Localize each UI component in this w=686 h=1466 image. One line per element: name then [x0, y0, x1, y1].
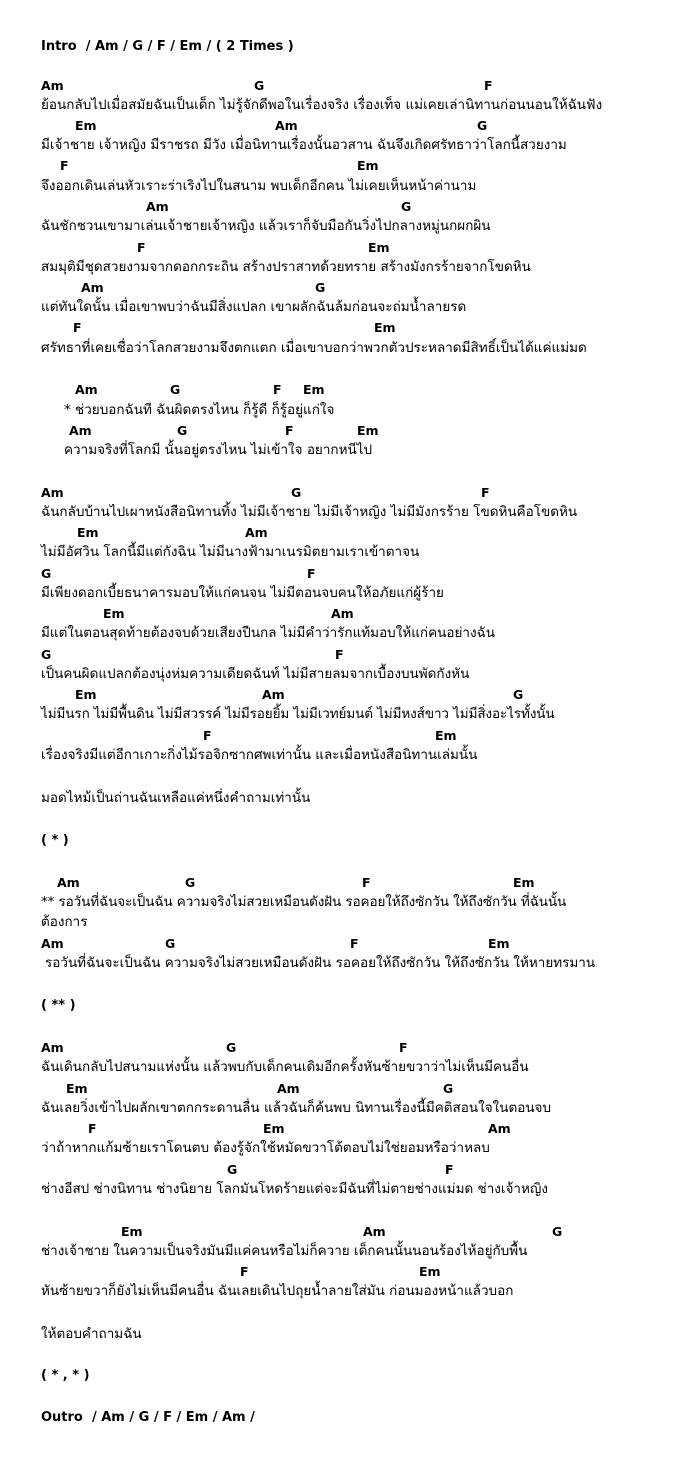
- lyric-line: ย้อนกลับไปเมื่อสมัยฉันเป็นเด็ก ไม่รู้จักดีพอในเรื่องจริง เรื่องเท็จ แม่เคยเล่านิทานก่อนนอนให้ฉันฟัง: [41, 97, 603, 113]
- lyric-line: มีเจ้าชาย เจ้าหญิง มีราชรถ มีวัง เมื่อนิทานเรื่องนั้นอวสาน ฉันจึงเกิดศรัทธาว่าโลกนี้สวยงาม: [41, 137, 567, 153]
- chord: F: [481, 485, 490, 500]
- chord: Am: [146, 199, 169, 214]
- chord: Em: [435, 728, 457, 743]
- chord: Em: [103, 606, 125, 621]
- chord: F: [273, 382, 282, 397]
- chord: F: [335, 647, 344, 662]
- chord: F: [240, 1264, 249, 1279]
- chord: Em: [263, 1121, 285, 1136]
- chord: G: [185, 875, 196, 890]
- lyric-line: มีแต่ในตอนสุดท้ายต้องจบด้วยเสียงปืนกล ไม่มีคำว่ารักแท้มอบให้แก่คนอย่างฉัน: [41, 625, 495, 641]
- chord: G: [254, 78, 265, 93]
- chord: Am: [262, 687, 285, 702]
- chord: Em: [75, 118, 97, 133]
- intro-line: [41, 39, 294, 55]
- chord: G: [41, 566, 52, 581]
- lyric-line: จึงออกเดินเล่นหัวเราะร่าเริงไปในสนาม พบเด็กอีกคน ไม่เคยเห็นหน้าค่านาม: [41, 178, 477, 194]
- lyric-line: ไม่มีนรก ไม่มีพื้นดิน ไม่มีสวรรค์ ไม่มีรอยยิ้ม ไม่มีเวทย์มนต์ ไม่มีหงส์ขาว ไม่มีสิ่งอะไรทั้งนั้น: [41, 706, 555, 722]
- chord: Em: [357, 158, 379, 173]
- chord: Em: [66, 1081, 88, 1096]
- chord: G: [226, 1040, 237, 1055]
- chord: Em: [357, 423, 379, 438]
- lyric-line: ความจริงที่โลกมี นั้นอยู่ตรงไหน ไม่เข้าใจ อยากหนีไป: [64, 442, 373, 458]
- repeat-chorus-marker: ( * ): [41, 833, 69, 848]
- lyric-line: ช่างอีสป ช่างนิทาน ช่างนิยาย โลกมันโหดร้ายแต่จะมีฉันที่ไม่ตายช่างแม่มด ช่างเจ้าหญิง: [41, 1181, 548, 1197]
- chord: Em: [121, 1224, 143, 1239]
- outro-label: Outro: [41, 1410, 83, 1425]
- chord: F: [88, 1121, 97, 1136]
- chord: G: [443, 1081, 454, 1096]
- chord: Em: [374, 320, 396, 335]
- chord: G: [165, 936, 176, 951]
- chord: Am: [41, 936, 64, 951]
- lyric-line: ฉันชักชวนเขามาเล่นเจ้าชายเจ้าหญิง แล้วเราก็จับมือกันวิ่งไปกลางหมู่นกผกผิน: [41, 218, 491, 234]
- chord: Am: [41, 485, 64, 500]
- chord: F: [307, 566, 316, 581]
- chord: G: [291, 485, 302, 500]
- lyric-line: มอดไหม้เป็นถ่านฉันเหลือแค่หนึ่งคำถามเท่านั้น: [41, 790, 311, 806]
- chord: G: [315, 280, 326, 295]
- lyric-line: ว่าถ้าหากแก้มซ้ายเราโดนตบ ต้องรู้จักใช้หมัดขวาโต้ตอบไม่ใช่ยอมหรือว่าหลบ: [41, 1140, 490, 1156]
- chord: G: [401, 199, 412, 214]
- chord: F: [285, 423, 294, 438]
- chord: F: [350, 936, 359, 951]
- intro-chords: / Am / G / F / Em / ( 2 Times ): [85, 39, 294, 54]
- chord: G: [552, 1224, 563, 1239]
- chord: G: [170, 382, 181, 397]
- chord: F: [445, 1162, 454, 1177]
- chord: Am: [488, 1121, 511, 1136]
- lyric-line: ไม่มีอัศวิน โลกนี้มีแต่กังฉิน ไม่มีนางฟ้ามาเนรมิตยามเราเข้าตาจน: [41, 544, 420, 560]
- lyric-line: * ช่วยบอกฉันที ฉันผิดตรงไหน ก็รู้ดี ก็รู้อยู่แก่ใจ: [64, 402, 335, 418]
- chord: F: [399, 1040, 408, 1055]
- outro-line: [41, 1410, 255, 1426]
- lyric-line: ให้ตอบคำถามฉัน: [41, 1326, 142, 1342]
- chord: Am: [331, 606, 354, 621]
- chord: Am: [275, 118, 298, 133]
- chord: G: [177, 423, 188, 438]
- outro-chords: / Am / G / F / Em / Am /: [91, 1410, 255, 1425]
- chord: Am: [363, 1224, 386, 1239]
- chord: Em: [488, 936, 510, 951]
- chord: Am: [81, 280, 104, 295]
- chord: F: [362, 875, 371, 890]
- lyric-line: ** รอวันที่ฉันจะเป็นฉัน ความจริงไม่สวยเหมือนดังฝัน รอคอยให้ถึงซักวัน ให้ถึงซักวัน ที่ฉันนั้น: [41, 894, 567, 910]
- chord: Em: [303, 382, 325, 397]
- chord: G: [227, 1162, 238, 1177]
- lyric-line: เป็นคนผิดแปลกต้องนุ่งห่มความเดียดฉันท์ ไม่มีสายลมจากเบื้องบนพัดกังหัน: [41, 666, 470, 682]
- chord: F: [484, 78, 493, 93]
- lyric-line: สมมุติมีชุดสวยงามจากดอกกระถิน สร้างปราสาทด้วยทราย สร้างมังกรร้ายจากโขดหิน: [41, 259, 531, 275]
- repeat-both-marker: ( * , * ): [41, 1368, 90, 1383]
- chord: Em: [368, 240, 390, 255]
- lyric-line: ศรัทธาที่เคยเชื่อว่าโลกสวยงามจึงตกแตก เมื่อเขาบอกว่าพวกตัวประหลาดมีสิทธิ์เป็นได้แค่แม่มด: [41, 340, 587, 356]
- chord: Am: [69, 423, 92, 438]
- intro-label: Intro: [41, 39, 77, 54]
- lyric-line: ฉันเลยวิ่งเข้าไปผลักเขาตกกระดานลื่น แล้วฉันก็ค้นพบ นิทานเรื่องนี้มีคติสอนใจในตอนจบ: [41, 1100, 552, 1116]
- chord: F: [73, 320, 82, 335]
- chord: Am: [75, 382, 98, 397]
- lyric-line: หันซ้ายขวาก็ยังไม่เห็นมีคนอื่น ฉันเลยเดินไปถุยน้ำลายใส่มัน ก่อนมองหน้าแล้วบอก: [41, 1283, 514, 1299]
- chord: F: [137, 240, 146, 255]
- chord: G: [513, 687, 524, 702]
- chord: Em: [75, 687, 97, 702]
- lyric-line: ฉันเดินกลับไปสนามแห่งนั้น แล้วพบกับเด็กคนเดิมอีกครั้งหันซ้ายขวาว่าไม่เห็นมีคนอื่น: [41, 1059, 529, 1075]
- chord: Am: [57, 875, 80, 890]
- lyric-line: ฉันกลับบ้านไปเผาหนังสือนิทานทิ้ง ไม่มีเจ้าชาย ไม่มีเจ้าหญิง ไม่มีมังกรร้าย โขดหินคือโขดหิน: [41, 504, 578, 520]
- chord: Em: [513, 875, 535, 890]
- lyric-line: เรื่องจริงมีแต่อีกาเกาะกิ่งไม้รอจิกซากศพเท่านั้น และเมื่อหนังสือนิทานเล่มนั้น: [41, 747, 478, 763]
- chord: Am: [41, 78, 64, 93]
- chord: Em: [77, 525, 99, 540]
- lyric-line: ช่างเจ้าชาย ในความเป็นจริงมันมีแค่คนหรือไม่ก็ควาย เด็กคนนั้นนอนร้องไห้อยู่กับพื้น: [41, 1243, 528, 1259]
- lyric-line: มีเพียงดอกเบี้ยธนาคารมอบให้แก่คนจน ไม่มีตอนจบคนให้อภัยแก่ผู้ร้าย: [41, 585, 444, 601]
- chord: Am: [277, 1081, 300, 1096]
- chord: Em: [419, 1264, 441, 1279]
- repeat-bridge-marker: ( ** ): [41, 998, 76, 1013]
- chord: F: [203, 728, 212, 743]
- lyric-line: แต่ทันใดนั้น เมื่อเขาพบว่าฉันมีสิ่งแปลก เขาผลักฉันล้มก่อนจะถ่มน้ำลายรด: [41, 299, 467, 315]
- chord: F: [60, 158, 69, 173]
- chord: Am: [245, 525, 268, 540]
- chord: G: [41, 647, 52, 662]
- chord: G: [477, 118, 488, 133]
- lyric-line: รอวันที่ฉันจะเป็นฉัน ความจริงไม่สวยเหมือนดังฝัน รอคอยให้ถึงซักวัน ให้ถึงซักวัน ให้หายทรมาน: [45, 955, 596, 971]
- lyric-line: ต้องการ: [41, 914, 88, 930]
- chord: Am: [41, 1040, 64, 1055]
